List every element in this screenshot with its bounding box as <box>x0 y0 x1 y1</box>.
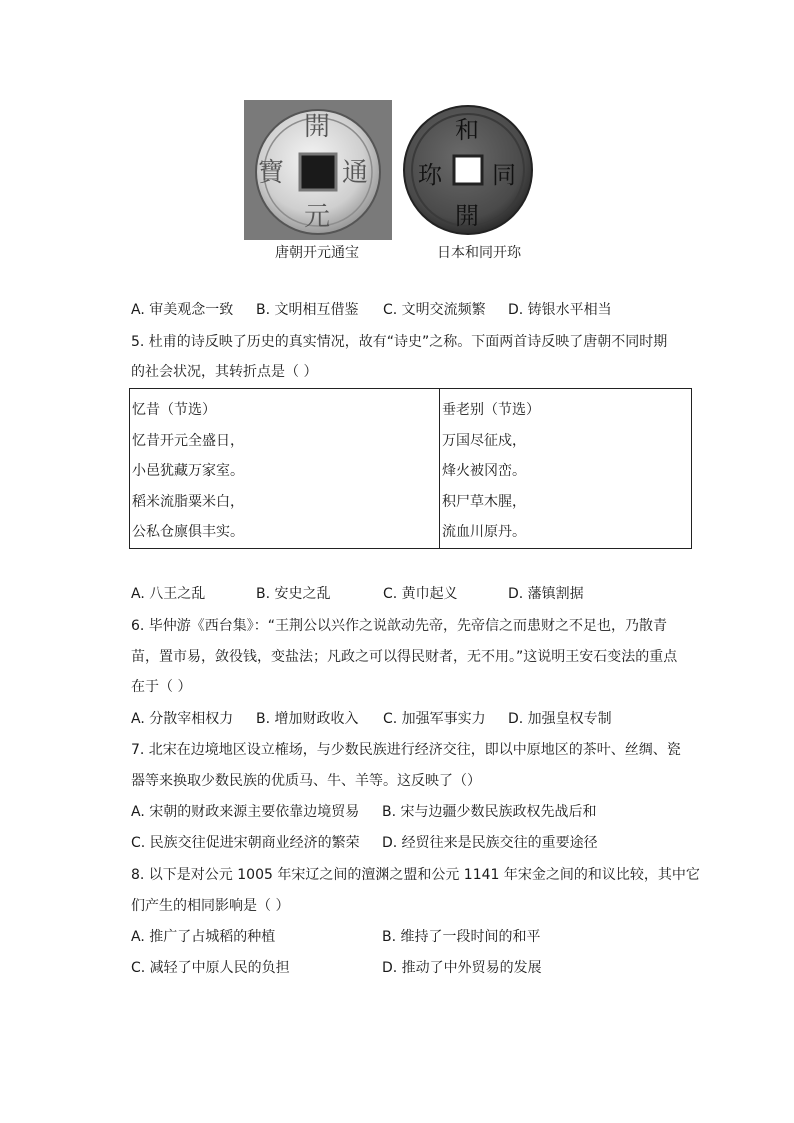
coin-char-left: 珎 <box>418 161 442 189</box>
q5-option-a: A. 八王之乱 <box>131 586 206 602</box>
coin-char-right: 通 <box>342 158 369 188</box>
coin-caption-wadokaichin: 日本和同开珎 <box>437 245 521 261</box>
q8-option-c: C. 减轻了中原人民的负担 <box>131 960 290 976</box>
q6-stem-line3: 在于（ ） <box>131 679 192 695</box>
poem-right-cell <box>440 389 692 549</box>
poem-table <box>129 388 692 549</box>
coin-char-bottom: 元 <box>304 202 331 232</box>
q4-option-b: B. 文明相互借鉴 <box>256 302 359 318</box>
q7-option-c: C. 民族交往促进宋朝商业经济的繁荣 <box>131 835 360 851</box>
q6-option-b: B. 增加财政收入 <box>256 711 359 727</box>
q5-option-d: D. 藩镇割据 <box>508 586 584 602</box>
coin-char-right: 同 <box>492 161 516 189</box>
poem-right-line: 流血川原丹。 <box>442 524 526 540</box>
q6-option-c: C. 加强军事实力 <box>383 711 486 727</box>
poem-right-line: 积尸草木腥， <box>442 493 526 510</box>
q4-option-c: C. 文明交流频繁 <box>383 302 486 318</box>
q4-option-d: D. 铸银水平相当 <box>508 302 612 318</box>
q8-option-a: A. 推广了占城稻的种植 <box>131 929 276 945</box>
q5-stem-line1: 5. 杜甫的诗反映了历史的真实情况，故有“诗史”之称。下面两首诗反映了唐朝不同时期 <box>131 334 668 350</box>
poem-left-cell <box>130 389 440 549</box>
q7-stem-line1: 7. 北宋在边境地区设立榷场，与少数民族进行经济交往，即以中原地区的茶叶、丝绸、瓷 <box>131 742 681 758</box>
q6-option-d: D. 加强皇权专制 <box>508 711 612 727</box>
poem-left-line: 小邑犹藏万家室。 <box>132 463 244 479</box>
q8-option-b: B. 维持了一段时间的和平 <box>382 929 541 945</box>
q6-stem-line2: 苗，置市易，敛役钱，变盐法；凡政之可以得民财者，无不用。”这说明王安石变法的重点 <box>131 649 678 665</box>
coin-caption-kaiyuan: 唐朝开元通宝 <box>275 245 359 261</box>
q7-option-a: A. 宋朝的财政来源主要依靠边境贸易 <box>131 804 360 820</box>
coin-char-top: 和 <box>455 116 479 144</box>
coin-char-bottom: 開 <box>455 202 479 230</box>
q8-stem-line2: 们产生的相同影响是（ ） <box>131 898 290 914</box>
q6-stem-line1: 6. 毕仲游《西台集》：“王荆公以兴作之说歆动先帝，先帝信之而患财之不足也，乃散青 <box>131 618 668 634</box>
q5-stem-line2: 的社会状况，其转折点是（ ） <box>131 364 318 380</box>
q8-stem-line1: 8. 以下是对公元 1005 年宋辽之间的澶渊之盟和公元 1141 年宋金之间的和议比较，其中它 <box>131 867 700 883</box>
poem-right-line: 烽火被冈峦。 <box>442 463 526 479</box>
coin-char-top: 開 <box>304 112 331 142</box>
q6-option-a: A. 分散宰相权力 <box>131 711 234 727</box>
q5-option-b: B. 安史之乱 <box>256 586 331 602</box>
poem-left-line: 公私仓廪俱丰实。 <box>132 524 244 540</box>
q8-option-d: D. 推动了中外贸易的发展 <box>382 960 542 976</box>
q4-option-a: A. 审美观念一致 <box>131 302 234 318</box>
coin-char-left: 寶 <box>258 158 285 188</box>
q7-stem-line2: 器等来换取少数民族的优质马、牛、羊等。这反映了（） <box>131 773 481 789</box>
poem-left-line: 稻米流脂粟米白， <box>132 493 244 510</box>
q5-option-c: C. 黄巾起义 <box>383 586 458 602</box>
q7-option-d: D. 经贸往来是民族交往的重要途径 <box>382 835 598 851</box>
poem-left-title: 忆昔（节选） <box>132 402 216 418</box>
q7-option-b: B. 宋与边疆少数民族政权先战后和 <box>382 804 597 820</box>
poem-right-title: 垂老别（节选） <box>442 402 540 418</box>
poem-left-line: 忆昔开元全盛日， <box>132 432 244 449</box>
poem-right-line: 万国尽征戍， <box>442 432 526 449</box>
